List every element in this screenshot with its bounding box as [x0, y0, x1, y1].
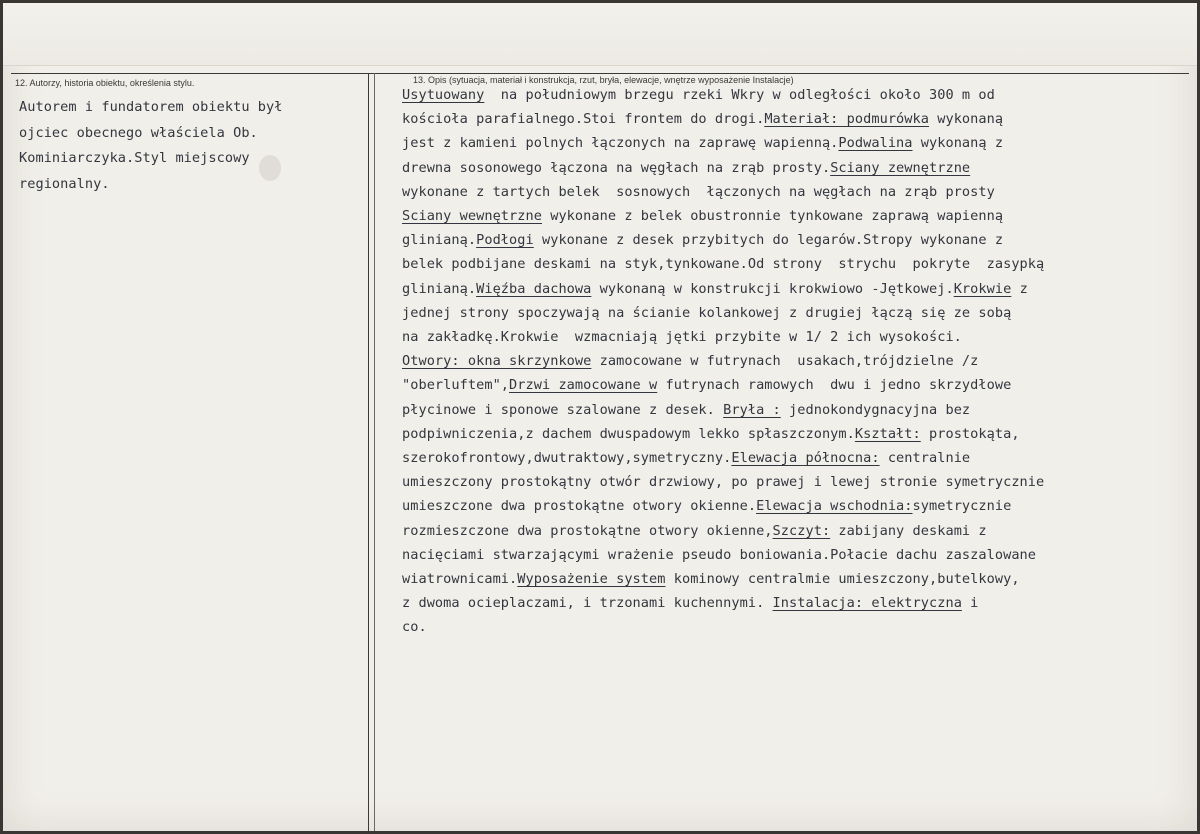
section-heading: Podłogi: [476, 232, 534, 249]
column-divider-inner: [374, 73, 375, 831]
section-heading: Otwory: okna skrzynkowe: [402, 353, 592, 370]
field-13-label: 13. Opis (sytuacja, materiał i konstrukcja, rzut, bryła, elewacje, wnętrze wyposażenie Instalacje): [413, 75, 794, 85]
section-heading: Instalacja: elektryczna: [772, 595, 962, 612]
section-heading: Podwalina: [838, 135, 913, 152]
section-heading: Sciany wewnętrzne: [402, 208, 542, 225]
column-divider: [368, 73, 369, 831]
card-top-margin: [3, 3, 1197, 66]
field-12-text: Autorem i fundatorem obiektu był ojciec obecnego właściela Ob. Kominiarczyka.Styl miejscowy regionalny.: [19, 99, 283, 192]
field-13-text: Usytuowany na południowym brzegu rzeki Wkry w odległości około 300 m od kościoła parafialnego.Stoi frontem do drogi.Materiał: podmurówka wykonaną jest z kamieni polnych łączonych na zaprawę wapienną.Podwalina wykonaną z drewna sosonowego łączona na węgłach na zrąb prosty.Sciany zewnętrzne wykonane z tartych belek sosnowych łączonych na węgłach na zrąb prosty Sciany wewnętrzne wykonane z belek obustronnie tynkowane zaprawą wapienną glinianą.Podłogi wykonane z desek przybitych do legarów.Stropy wykonane z belek podbijane deskami na styk,tynkowane.Od strony strychu pokryte zasypką glinianą.Więźba dachowa wykonaną w konstrukcji krokwiowo -Jętkowej.Krokwie z jednej strony spoczywają na ścianie kolankowej z drugiej łączą się ze sobą na zakładkę.Krokwie wzmacniają jętki przybite w 1/ 2 ich wysokości. Otwory: okna skrzynkowe zamocowane w futrynach usakach,trójdzielne /z "oberluftem",Drzwi zamocowane w futrynach ramowych dwu i jedno skrzydłowe płycinowe i sponowe szalowane z desek. Bryła : jednokondygnacyjna bez podpiwniczenia,z dachem dwuspadowym lekko spłaszczonym.Kształt: prostokąta, szerokofrontowy,dwutraktowy,symetryczny.Elewacja północna: centralnie umieszczony prostokątny otwór drzwiowy, po prawej i lewej stronie symetrycznie umieszczone dwa prostokątne otwory okienne.Elewacja wschodnia:symetrycznie rozmieszczone dwa prostokątne otwory okienne,Szczyt: zabijany deskami z nacięciami stwarzającymi wrażenie pseudo boniowania.Połacie dachu zaszalowane wiatrownicami.Wyposażenie system kominowy centralmie umieszczony,butelkowy, z dwoma ocieplaczami, i trzonami kuchennymi. Instalacja: elektryczna i co.: [402, 87, 1045, 636]
section-heading: Elewacja wschodnia:: [756, 498, 913, 515]
inventory-card: [3, 3, 1197, 831]
ink-smudge: [259, 155, 281, 181]
section-heading: Sciany zewnętrzne: [830, 159, 971, 176]
section-heading: Usytuowany: [402, 87, 485, 103]
section-heading: Krokwie: [953, 280, 1012, 297]
field-12-label: 12. Autorzy, historia obiektu, określenia stylu.: [15, 78, 195, 88]
section-heading: Wyposażenie system: [517, 571, 666, 588]
section-heading: Więźba dachowa: [476, 280, 592, 297]
section-heading: Kształt:: [854, 425, 921, 442]
horizontal-rule: [11, 73, 1189, 74]
section-heading: Drzwi zamocowane w: [509, 377, 658, 394]
section-heading: Szczyt:: [772, 522, 831, 539]
section-heading: Materiał: podmurówka: [764, 111, 929, 128]
section-heading: Elewacja północna:: [731, 450, 880, 467]
section-heading: Bryła :: [723, 401, 781, 418]
